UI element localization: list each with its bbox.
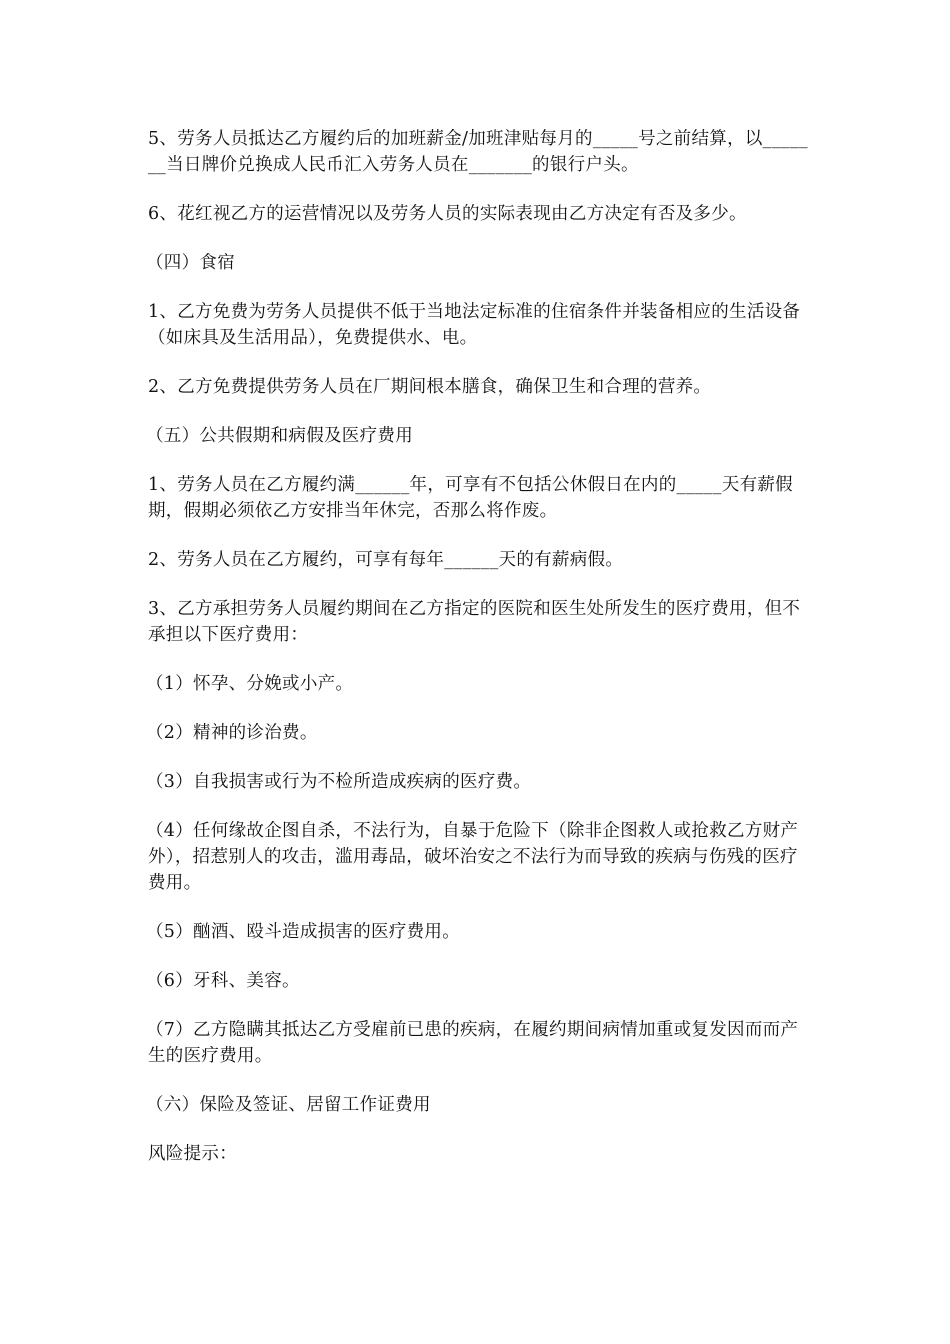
list-item-exclusion-3: （3）自我损害或行为不检所造成疾病的医疗费。	[146, 772, 532, 792]
section-heading-holidays-medical: （五）公共假期和病假及医疗费用	[146, 426, 413, 446]
paragraph-risk-notice: 风险提示：	[148, 1144, 237, 1164]
list-item-exclusion-1: （1）怀孕、分娩或小产。	[146, 674, 354, 694]
list-item-exclusion-6: （6）牙科、美容。	[146, 971, 300, 991]
paragraph-lodging: 1、乙方免费为劳务人员提供不低于当地法定标准的住宿条件并装备相应的生活设备（如床具及生活用品），免费提供水、电。	[148, 302, 801, 348]
list-item-exclusion-4: （4）任何缘故企图自杀，不法行为，自暴于危险下（除非企图救人或抢救乙方财产外），招惹别人的攻击，滥用毒品，破坏治安之不法行为而导致的疾病与伤残的医疗费用。	[146, 821, 799, 893]
paragraph-overtime-pay: 5、劳务人员抵达乙方履约后的加班薪金/加班津贴每月的_____号之前结算，以_______当日牌价兑换成人民币汇入劳务人员在_______的银行户头。	[148, 129, 808, 175]
list-item-exclusion-5: （5）酗酒、殴斗造成损害的医疗费用。	[146, 922, 461, 942]
document-body	[148, 126, 808, 1190]
section-heading-insurance-visa: （六）保险及签证、居留工作证费用	[146, 1095, 431, 1115]
paragraph-meals: 2、乙方免费提供劳务人员在厂期间根本膳食，确保卫生和合理的营养。	[148, 377, 712, 397]
list-item-exclusion-2: （2）精神的诊治费。	[146, 723, 318, 743]
paragraph-bonus: 6、花红视乙方的运营情况以及劳务人员的实际表现由乙方决定有否及多少。	[148, 204, 747, 224]
list-item-exclusion-7: （7）乙方隐瞒其抵达乙方受雇前已患的疾病，在履约期间病情加重或复发因而而产生的医疗费用。	[146, 1020, 799, 1066]
section-heading-board-lodging: （四）食宿	[146, 253, 235, 273]
paragraph-medical-costs: 3、乙方承担劳务人员履约期间在乙方指定的医院和医生处所发生的医疗费用，但不承担以下医疗费用：	[148, 599, 801, 645]
paragraph-sick-leave: 2、劳务人员在乙方履约，可享有每年______天的有薪病假。	[148, 550, 624, 570]
paragraph-paid-leave: 1、劳务人员在乙方履约满______年，可享有不包括公休假日在内的_____天有薪假期，假期必须依乙方安排当年休完，否那么将作废。	[148, 475, 793, 521]
